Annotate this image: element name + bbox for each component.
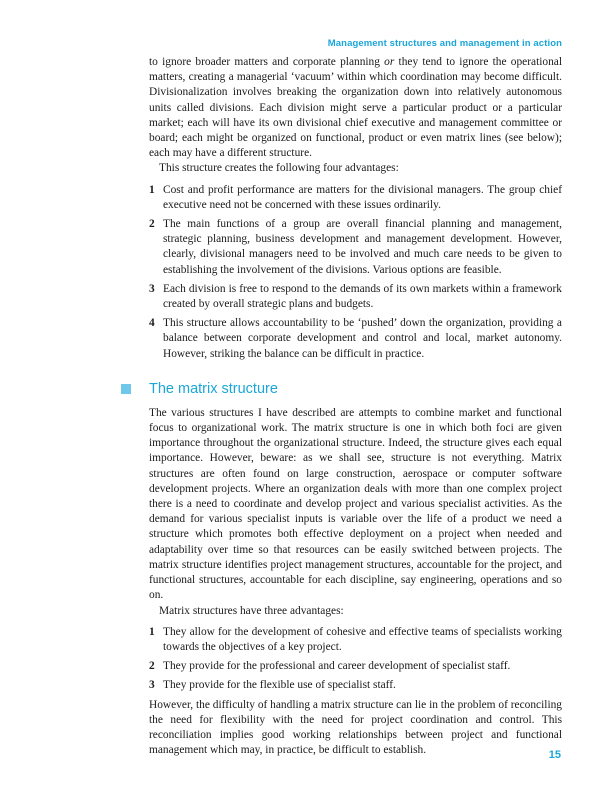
list-item: 1 Cost and profit performance are matters for the divisional managers. The group chief executive need not be concerned with these issues ordinarily.: [149, 183, 562, 211]
list-item: 3 They provide for the flexible use of specialist staff.: [149, 679, 396, 692]
list-item: 4 This structure allows accountability to be ‘pushed’ down the organization, providing a balance between corporate development and control and local, market autonomy. However, striking the balance can be difficult in practice.: [149, 317, 562, 360]
list-item: 2 The main functions of a group are overall financial planning and management, strategic planning, business development and management development. However, clearly, divisional managers need to be involved and much care needs to be given to establishing the involvement of the divisions. Various options are feasible.: [149, 218, 562, 276]
list-item: 2 They provide for the professional and career development of specialist staff.: [149, 660, 511, 673]
list-item: 3 Each division is free to respond to the demands of its own markets within a framework created by overall strategic plans and budgets.: [149, 282, 562, 311]
page-body: [149, 55, 562, 758]
intro-paragraph: to ignore broader matters and corporate planning or they tend to ignore the operational matters, creating a managerial ‘vacuum’ within which coordination may become difficult. Divisionalization involves breaking the organization down into relatively autonomous units called divisions. Each division might serve a particular product or a particular market; each will have its own divisional chief executive and management committee or board; each might be organized on functional, product or even matrix lines (see below); each may have a different structure.: [149, 56, 563, 160]
divisional-advantages-list: [149, 183, 562, 362]
section-heading-matrix: The matrix structure: [149, 380, 562, 398]
running-head: Management structures and management in action: [327, 38, 562, 49]
page-number: 15: [548, 749, 561, 761]
heading-square-icon: [121, 384, 131, 394]
advantages-lead: This structure creates the following four advantages:: [159, 162, 399, 175]
list-item: 1 They allow for the development of cohesive and effective teams of specialists working towards the objectives of a key project.: [149, 625, 562, 653]
matrix-advantages-lead: Matrix structures have three advantages:: [159, 604, 344, 617]
matrix-advantages-list: [149, 625, 562, 694]
matrix-paragraph: The various structures I have described are attempts to combine market and functional focus to organizational work. The matrix structure is one in which both foci are given importance throughout the organizational structure. Indeed, the structure gives each equal importance. However, beware: as we shall see, structure is not everything. Matrix structures are often found on large construction, aerospace or computer software development projects. Where an organization deals with more than one complex project there is a need to coordinate and develop project and various specialist activities. As the demand for various specialist inputs is variable over the life of a product we need a structure which promotes both effective deployment on a project when needed and adaptability over time so that resources can be easily switched between projects. The matrix structure identifies project management structures, accountable for the project, and functional structures, accountable for each discipline, say engineering, operations and so on.: [149, 406, 562, 602]
matrix-closing-paragraph: However, the difficulty of handling a matrix structure can lie in the problem of reconciling the need for flexibility with the need for project coordination and control. This reconciliation implies good working relationships between project and functional management which may, in practice, be difficult to establish.: [149, 698, 562, 757]
